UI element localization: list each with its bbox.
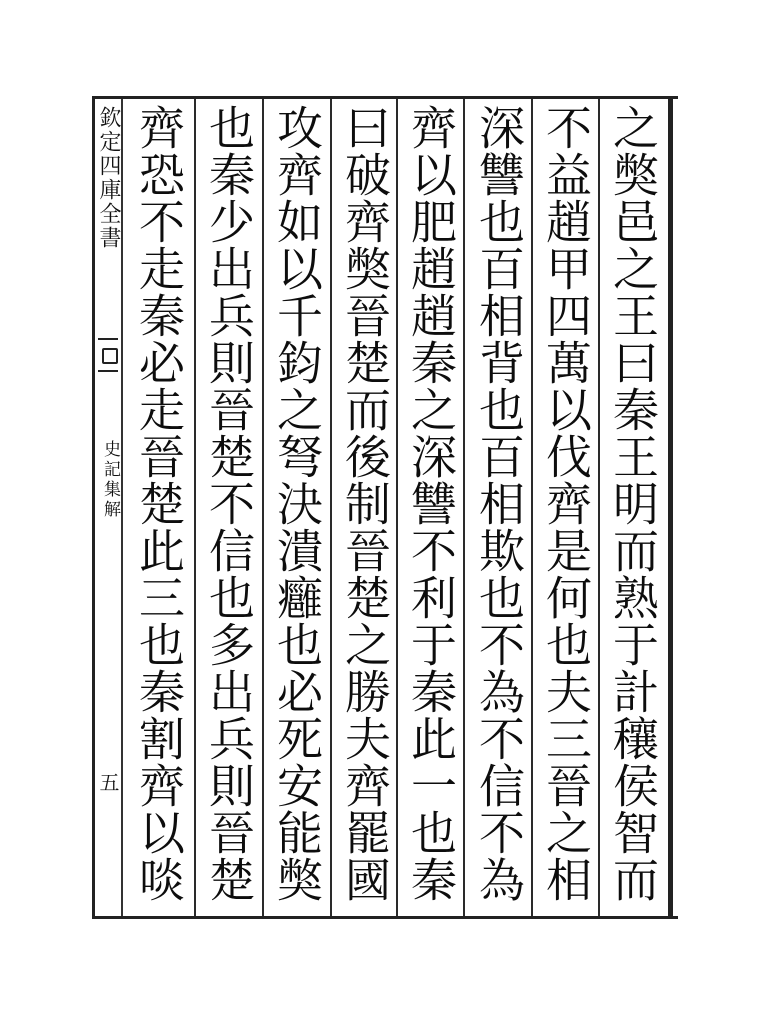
margin-rule — [121, 99, 123, 916]
column-text: 齊恐不走秦必走晉楚此三也秦割齊以啖 — [132, 104, 186, 903]
text-column-5 — [336, 104, 394, 914]
column-text: 不益趙甲四萬以伐齊是何也夫三晉之相 — [539, 104, 593, 903]
text-column-6 — [268, 104, 326, 914]
fishtail-mark-icon — [98, 338, 118, 372]
column-rule — [531, 99, 533, 916]
column-rule — [194, 99, 196, 916]
column-text: 攻齊如以千鈞之弩決潰癰也必死安能獘 — [270, 104, 324, 903]
frame-top-border — [92, 96, 678, 99]
text-column-4 — [402, 104, 460, 914]
frame-bottom-border — [92, 916, 678, 919]
column-rule — [330, 99, 332, 916]
section-title: 史記集解 — [100, 440, 120, 520]
column-rule — [396, 99, 398, 916]
column-text: 也秦少出兵則晉楚不信也多出兵則晉楚 — [202, 104, 256, 903]
column-rule — [262, 99, 264, 916]
text-column-7 — [200, 104, 258, 914]
text-column-3 — [470, 104, 528, 914]
column-rule — [598, 99, 600, 916]
column-text: 曰破齊獘晉楚而後制晉楚之勝夫齊罷國 — [338, 104, 392, 903]
column-text: 之獘邑之王曰秦王明而熟于計穰侯智而 — [606, 104, 660, 903]
frame-right-border — [668, 96, 673, 919]
text-column-1 — [604, 104, 662, 914]
book-title: 欽定四庫全書 — [96, 106, 121, 250]
text-column-2 — [537, 104, 595, 914]
column-text: 齊以肥趙趙秦之深讐不利于秦此一也秦 — [404, 104, 458, 903]
text-column-8 — [130, 104, 188, 914]
page-number: 五 — [96, 772, 120, 794]
column-rule — [463, 99, 465, 916]
column-text: 深讐也百相背也百相欺也不為不信不為 — [472, 104, 526, 903]
